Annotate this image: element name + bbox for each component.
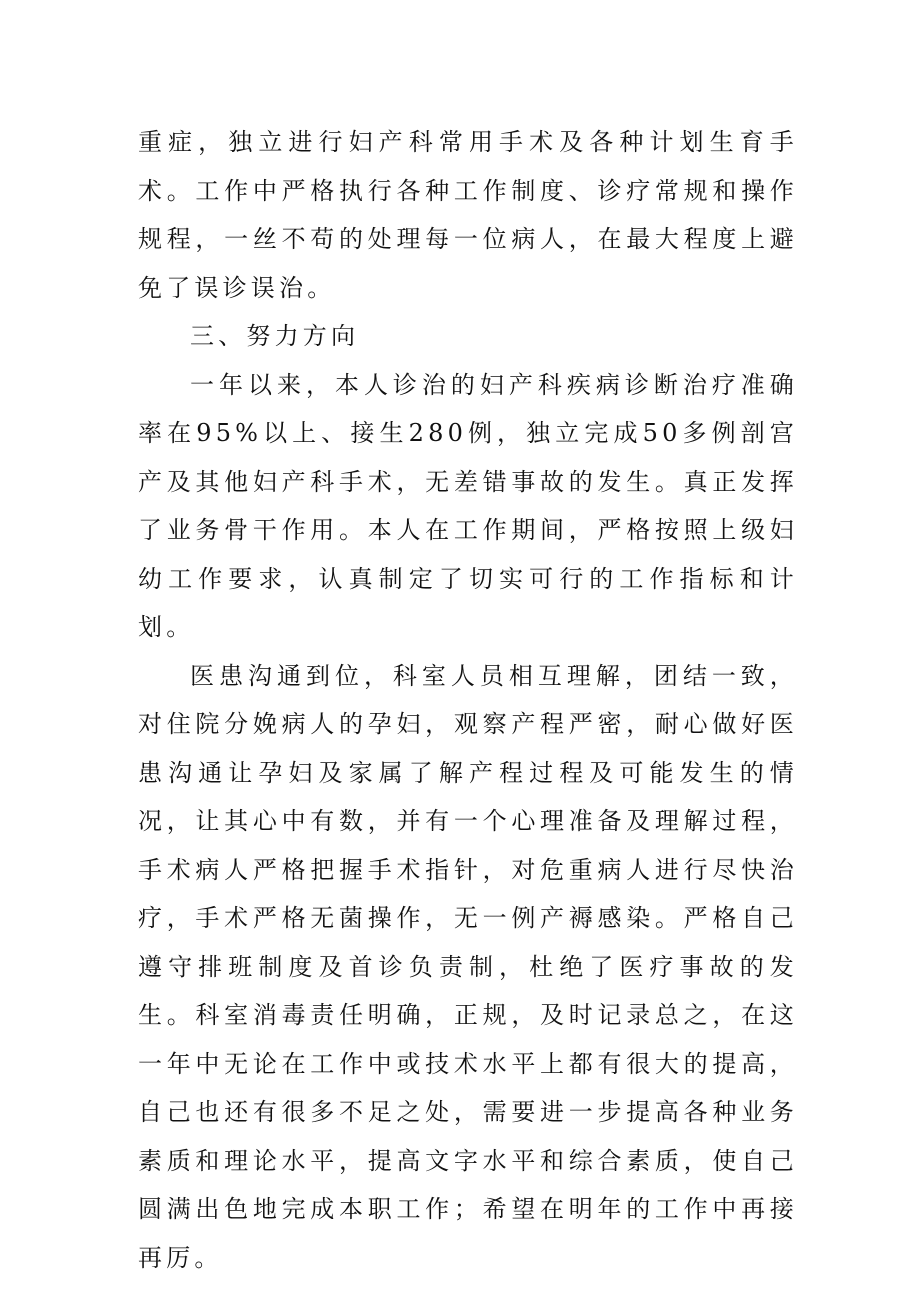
paragraph-achievements: 一年以来，本人诊治的妇产科疾病诊断治疗准确率在95%以上、接生280例，独立完成50多例剖宫产及其他妇产科手术，无差错事故的发生。真正发挥了业务骨干作用。本人在工作期间，严格按照上级妇幼工作要求，认真制定了切实可行的工作指标和计划。	[138, 370, 798, 641]
paragraph-communication: 医患沟通到位，科室人员相互理解，团结一致，对住院分娩病人的孕妇，观察产程严密，耐心做好医患沟通让孕妇及家属了解产程过程及可能发生的情况，让其心中有数，并有一个心理准备及理解过程，手术病人严格把握手术指针，对危重病人进行尽快治疗，手术严格无菌操作，无一例产褥感染。严格自己遵守排班制度及首诊负责制，杜绝了医疗事故的发生。科室消毒责任明确，正规，及时记录总之，在这一年中无论在工作中或技术水平上都有很大的提高，自己也还有很多不足之处，需要进一步提高各种业务素质和理论水平，提高文字水平和综合素质，使自己圆满出色地完成本职工作；希望在明年的工作中再接再厉。	[138, 661, 798, 1272]
section-heading: 三、努力方向	[190, 322, 360, 350]
document-body	[138, 118, 798, 1282]
paragraph-continuation: 重症，独立进行妇产科常用手术及各种计划生育手术。工作中严格执行各种工作制度、诊疗常规和操作规程，一丝不苟的处理每一位病人，在最大程度上避免了误诊误治。	[138, 128, 798, 302]
